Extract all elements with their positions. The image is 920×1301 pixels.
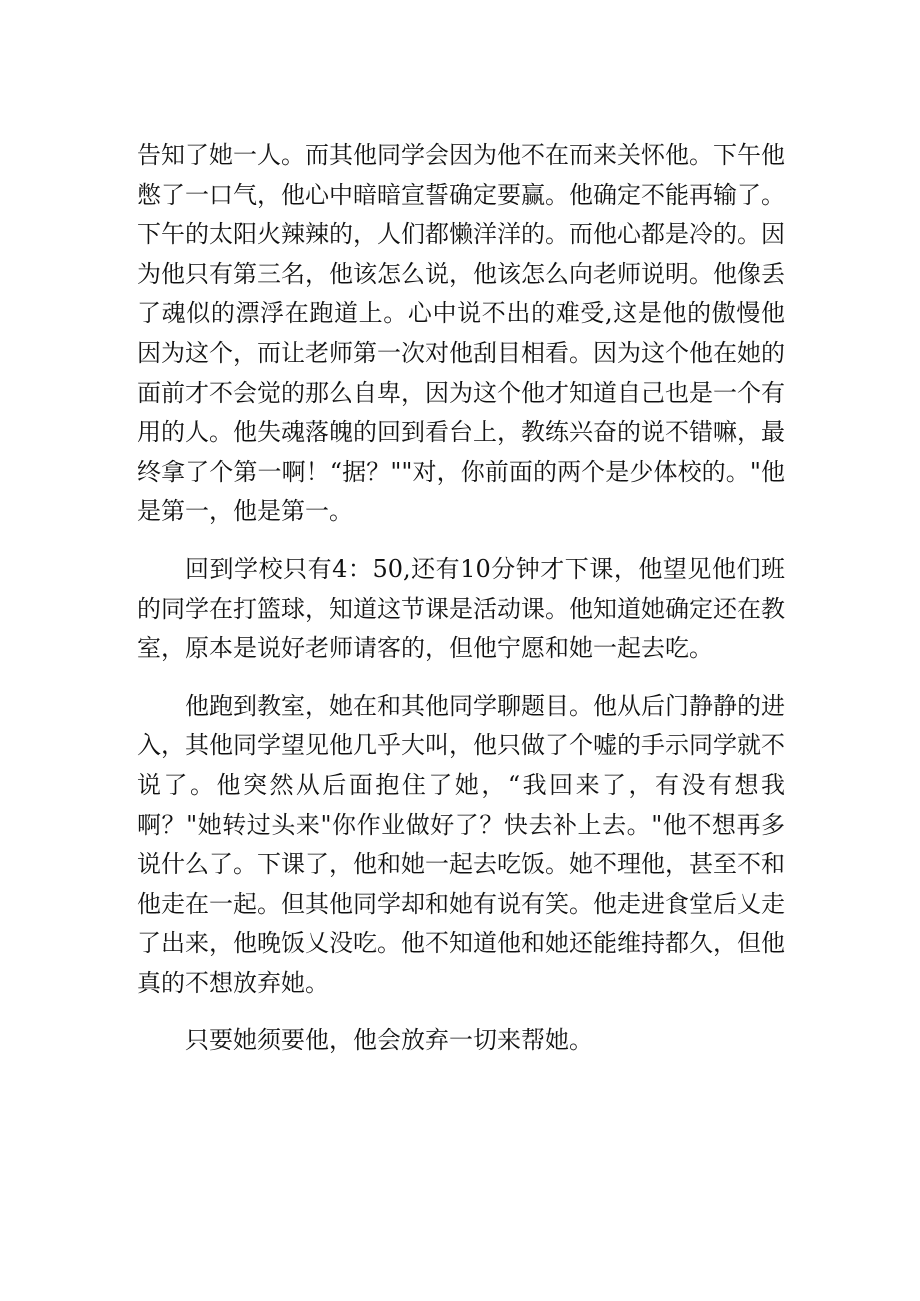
paragraph-1: 告知了她一人。而其他同学会因为他不在而来关怀他。下午他憋了一口气，他心中暗暗宣誓确定要赢。他确定不能再输了。下午的太阳火辣辣的，人们都懒洋洋的。而他心都是冷的。因为他只有第三名，他该怎么说，他该怎么向老师说明。他像丢了魂似的漂浮在跑道上。心中说不出的难受,这是他的傲慢他因为这个，而让老师第一次对他刮目相看。因为这个他在她的面前才不会觉的那么自卑，因为这个他才知道自己也是一个有用的人。他失魂落魄的回到看台上，教练兴奋的说不错嘛，最终拿了个第一啊！“据？""对，你前面的两个是少体校的。"他是第一，他是第一。 <box>137 141 785 526</box>
body-text <box>137 136 785 1061</box>
paragraph-3: 他跑到教室，她在和其他同学聊题目。他从后门静静的进入，其他同学望见他几乎大叫，他只做了个嘘的手示同学就不说了。他突然从后面抱住了她，“我回来了，有没有想我啊？"她转过头来"你作业做好了？快去补上去。"他不想再多说什么了。下课了，他和她一起去吃饭。她不理他，甚至不和他走在一起。但其他同学却和她有说有笑。他走进食堂后乂走了出来，他晚饭乂没吃。他不知道他和她还能维持都久，但他真的不想放弃她。 <box>137 691 785 997</box>
paragraph-4: 只要她须要他，他会放弃一切来帮她。 <box>185 1026 593 1055</box>
paragraph-2: 回到学校只有4：50,还有10分钟才下课，他望见他们班的同学在打篮球，知道这节课是活动课。他知道她确定还在教室，原本是说好老师请客的，但他宁愿和她一起去吃。 <box>137 554 785 663</box>
